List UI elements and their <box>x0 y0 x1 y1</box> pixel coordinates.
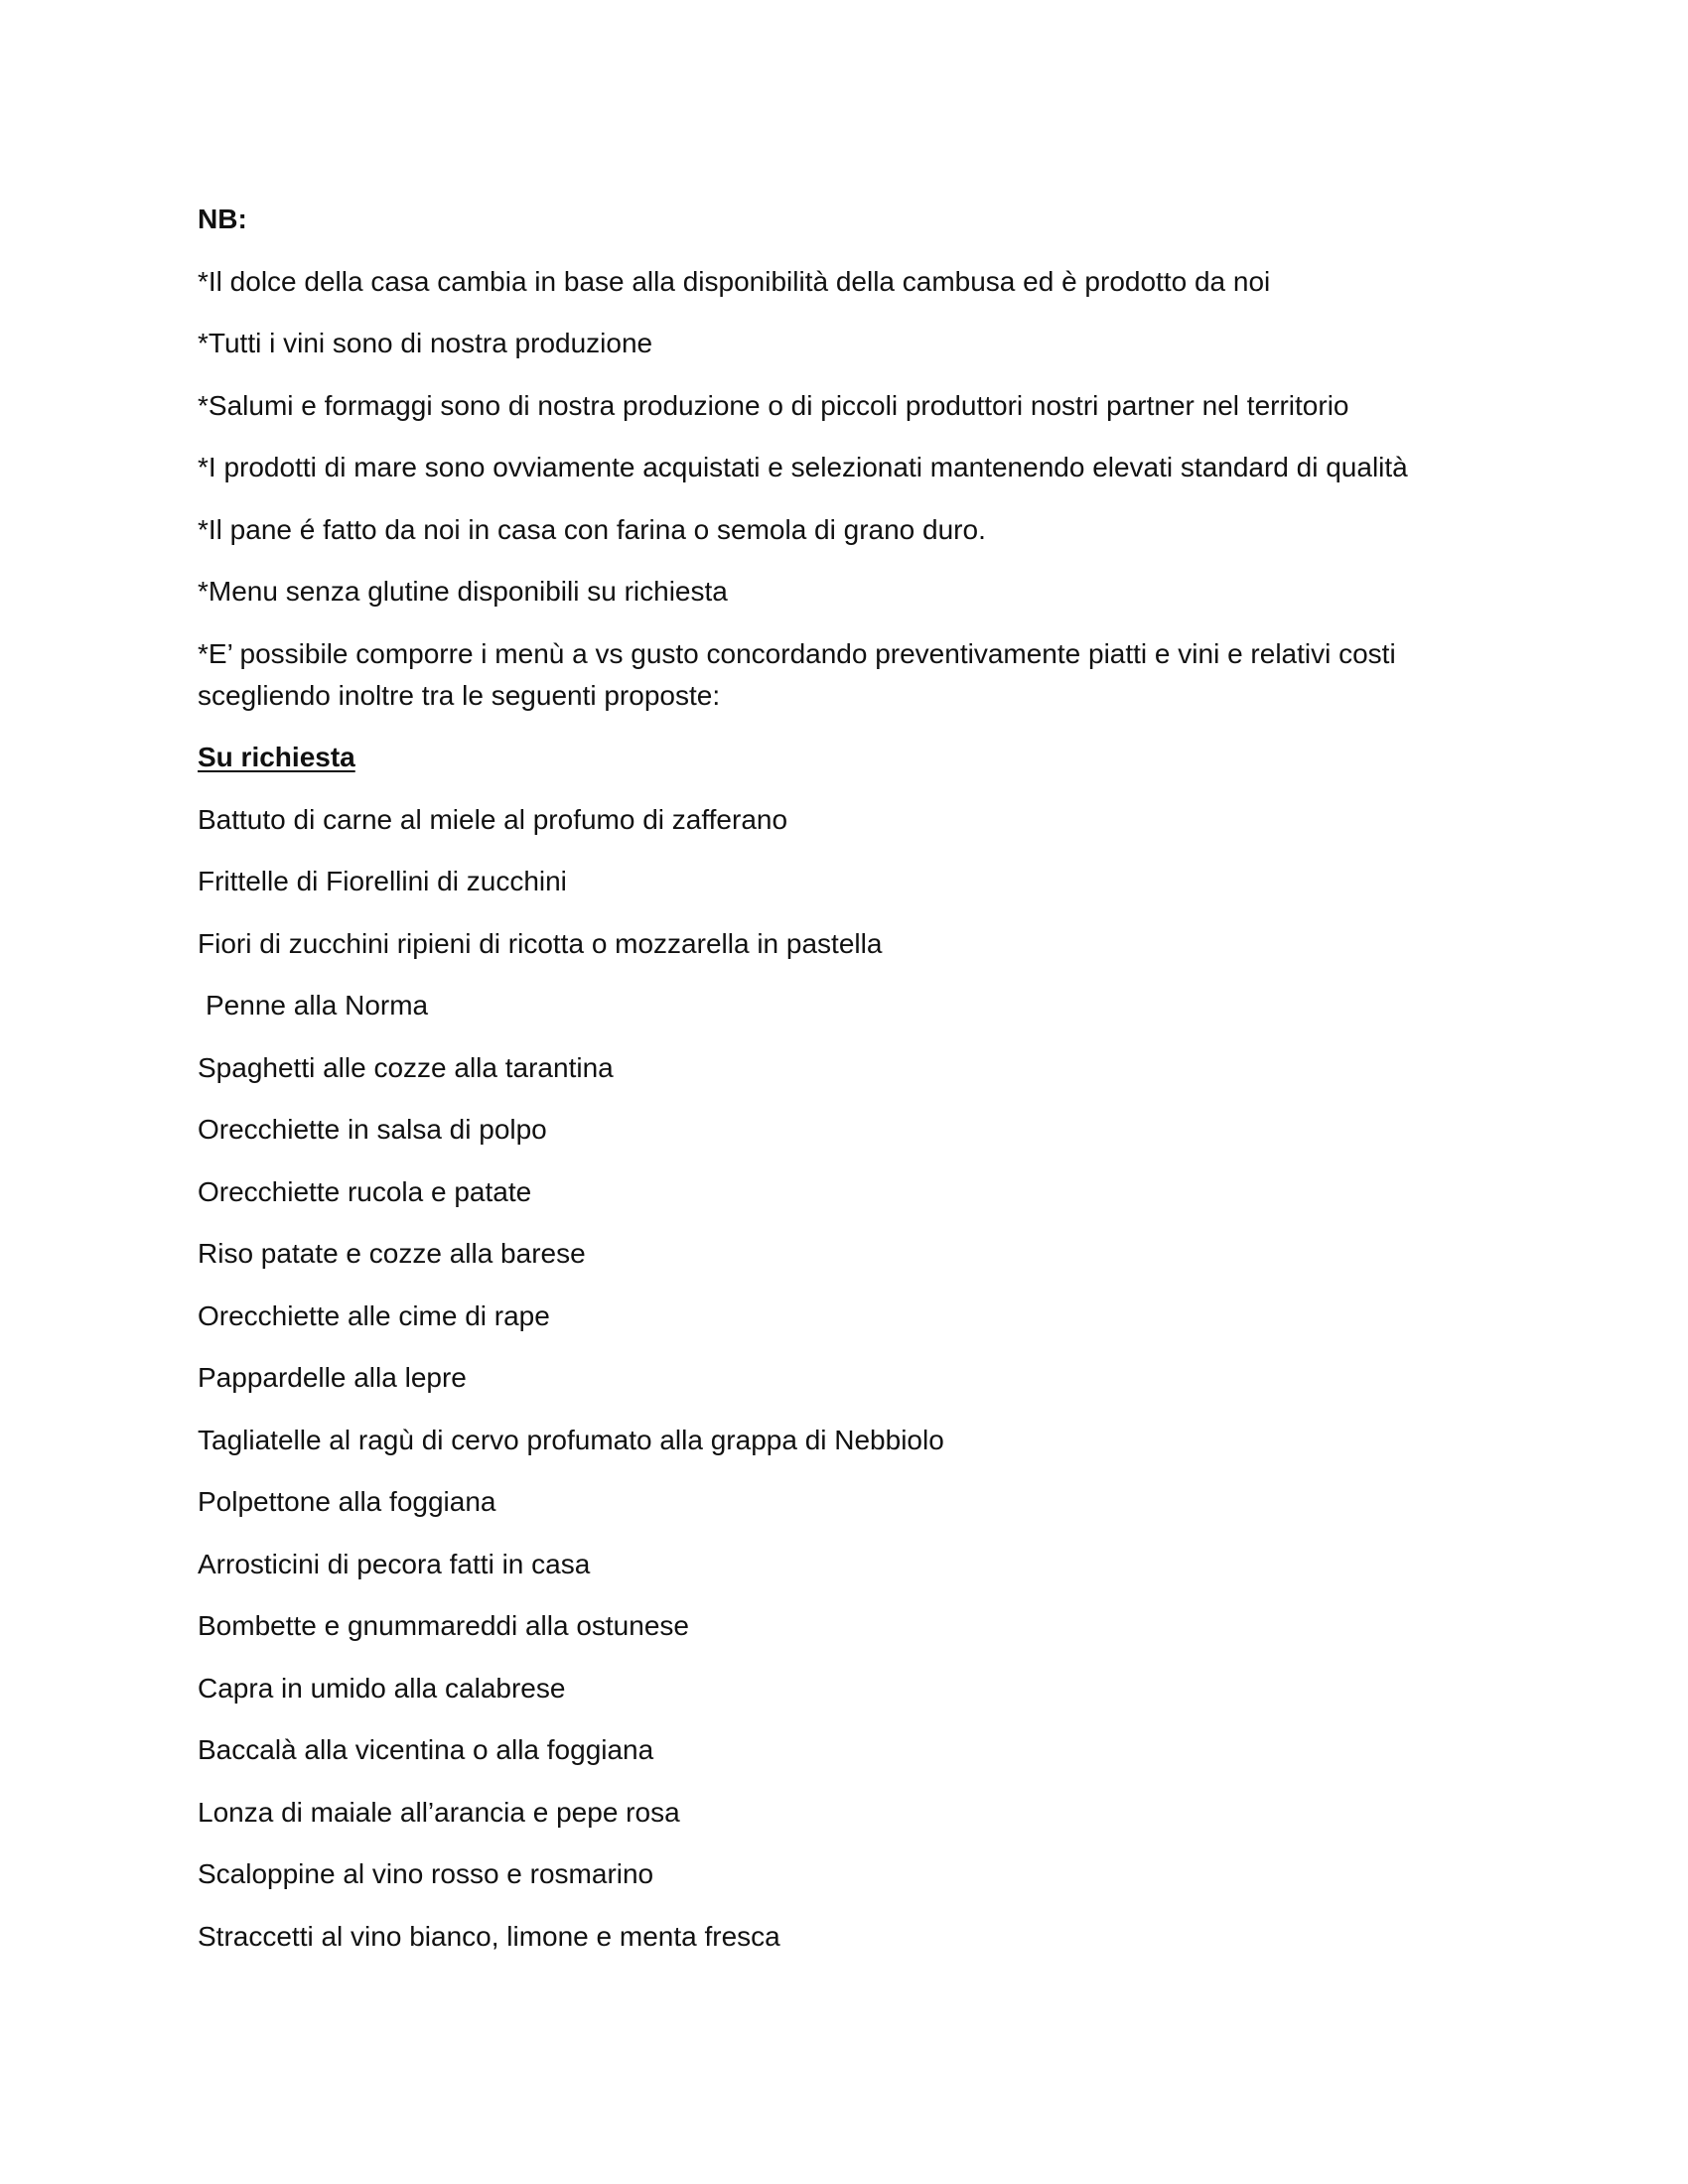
dish-item: Pappardelle alla lepre <box>198 1362 467 1393</box>
note-item: *Il pane é fatto da noi in casa con farina o semola di grano duro. <box>198 513 986 545</box>
dish-item: Frittelle di Fiorellini di zucchini <box>198 866 567 896</box>
notes-heading: NB: <box>198 204 247 234</box>
dish-item: Penne alla Norma <box>206 990 429 1021</box>
dish-item: Baccalà alla vicentina o alla foggiana <box>198 1734 654 1765</box>
dish-item: Riso patate e cozze alla barese <box>198 1238 586 1269</box>
dish-item: Capra in umido alla calabrese <box>198 1672 566 1704</box>
dish-item: Bombette e gnummareddi alla ostunese <box>198 1610 689 1641</box>
dish-item: Arrosticini di pecora fatti in casa <box>198 1548 591 1579</box>
note-item: *I prodotti di mare sono ovviamente acquistati e selezionati mantenendo elevati standard di qualità <box>198 452 1408 482</box>
document-page <box>198 199 1488 1978</box>
dish-item: Spaghetti alle cozze alla tarantina <box>198 1051 614 1083</box>
dish-item: Polpettone alla foggiana <box>198 1486 496 1517</box>
dish-item: Fiori di zucchini ripieni di ricotta o mozzarella in pastella <box>198 927 883 959</box>
dish-list <box>198 799 1488 1958</box>
note-item: *Salumi e formaggi sono di nostra produzione o di piccoli produttori nostri partner nel territorio <box>198 389 1349 421</box>
dish-item: Lonza di maiale all’arancia e pepe rosa <box>198 1796 680 1828</box>
dish-item: Orecchiette in salsa di polpo <box>198 1114 547 1145</box>
dish-item: Orecchiette rucola e patate <box>198 1175 532 1207</box>
note-item: *E’ possibile comporre i menù a vs gusto concordando preventivamente piatti e vini e relativi costi scegliendo inoltre tra le seguenti proposte: <box>198 637 1396 711</box>
dish-item: Battuto di carne al miele al profumo di zafferano <box>198 803 788 835</box>
note-item: *Menu senza glutine disponibili su richiesta <box>198 576 728 607</box>
dish-item: Tagliatelle al ragù di cervo profumato alla grappa di Nebbiolo <box>198 1424 944 1455</box>
dish-item: Straccetti al vino bianco, limone e menta fresca <box>198 1920 780 1952</box>
note-item: *Il dolce della casa cambia in base alla disponibilità della cambusa ed è prodotto da noi <box>198 265 1271 297</box>
dish-item: Scaloppine al vino rosso e rosmarino <box>198 1858 654 1889</box>
section-title: Su richiesta <box>198 742 355 772</box>
dish-item: Orecchiette alle cime di rape <box>198 1299 550 1331</box>
note-item: *Tutti i vini sono di nostra produzione <box>198 328 653 358</box>
